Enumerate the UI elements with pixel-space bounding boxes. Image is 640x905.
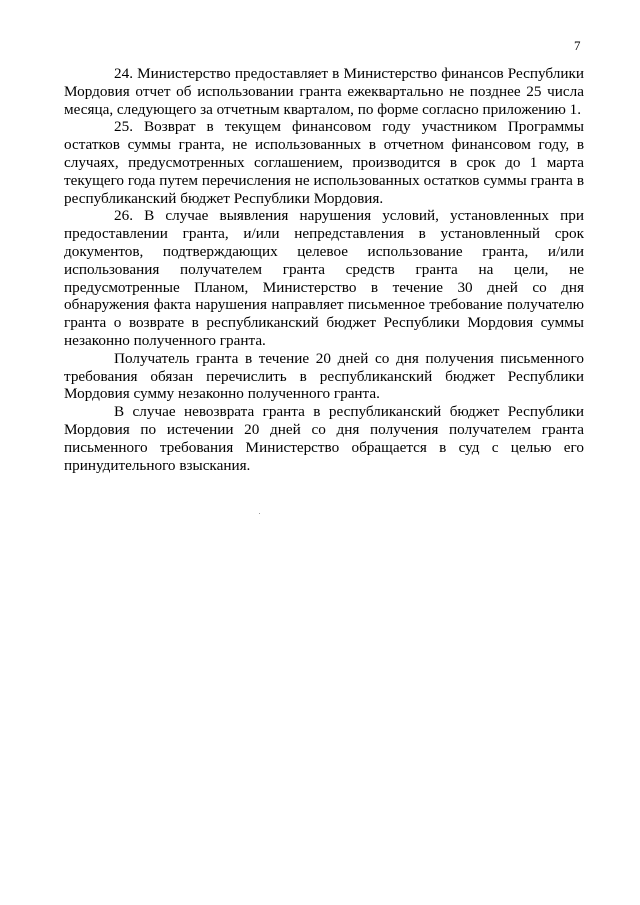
paragraph-26: 26. В случае выявления нарушения условий, установленных при предоставлении гранта, и/или непредставления в установленный срок документов, подтверждающих целевое использование гранта, и/или использования получателем гранта средств гранта на цели, не предусмотренные Планом, Министерство в течение 30 дней со дня обнаружения факта нарушения направляет письменное требование получателю гранта о возврате в республиканский бюджет Республики Мордовия суммы незаконно полученного гранта.: [64, 207, 584, 349]
page-number: 7: [574, 38, 581, 53]
paragraph-return-obligation: Получатель гранта в течение 20 дней со дня получения письменного требования обязан перечислить в республиканский бюджет Республики Мордовия сумму незаконно полученного гранта.: [64, 349, 584, 403]
scan-artifact-dot: [259, 513, 260, 514]
paragraph-24: 24. Министерство предоставляет в Министерство финансов Республики Мордовия отчет об использовании гранта ежеквартально не позднее 25 числа месяца, следующего за отчетным кварталом, по форме согласно приложению 1.: [64, 65, 584, 118]
document-body: [64, 65, 584, 474]
paragraph-25: 25. Возврат в текущем финансовом году участником Программы остатков суммы гранта, не использованных в отчетном финансовом году, в случаях, предусмотренных соглашением, производится в срок до 1 марта текущего года путем перечисления не использованных остатков суммы гранта в республиканский бюджет Республики Мордовия.: [64, 118, 584, 207]
paragraph-court-recovery: В случае невозврата гранта в республиканский бюджет Республики Мордовия по истечении 20 дней со дня получения получателем гранта письменного требования Министерство обращается в суд с целью его принудительного взыскания.: [64, 403, 584, 474]
